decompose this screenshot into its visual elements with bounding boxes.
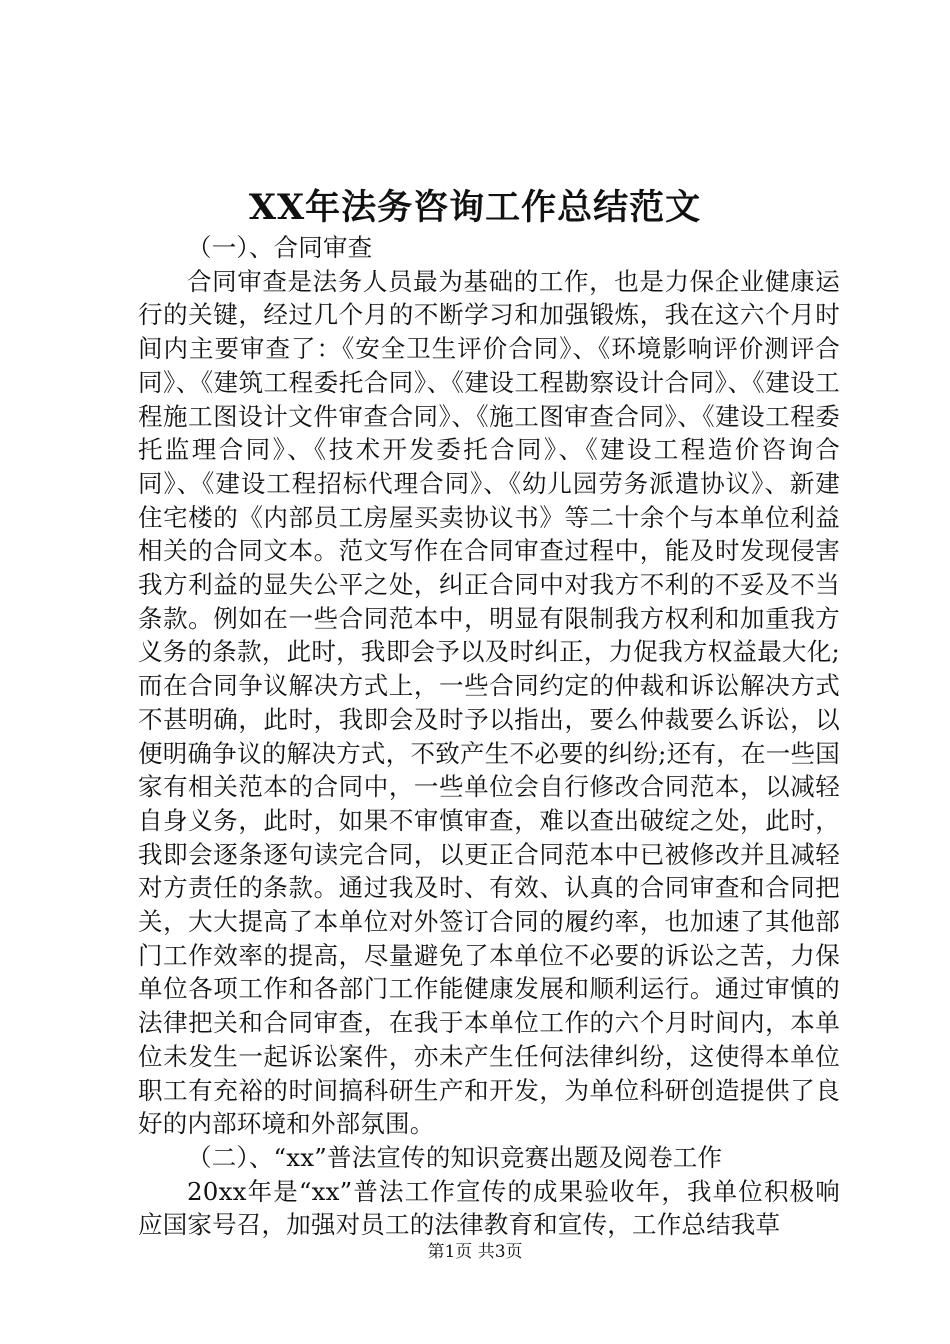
document-title: XX年法务咨询工作总结范文 xyxy=(248,187,702,228)
page-number-footer: 第1页 共3页 xyxy=(427,1242,523,1262)
document-body xyxy=(138,231,840,1242)
body-paragraph-legal-publicity: 20xx年是“xx”普法工作宣传的成果验收年，我单位积极响应国家号召，加强对员工的法律教育和宣传，工作总结我草 xyxy=(138,1176,840,1240)
body-paragraph-contract-review: 合同审查是法务人员最为基础的工作，也是力保企业健康运行的关键，经过几个月的不断学习和加强锻炼，我在这六个月时间内主要审查了：《安全卫生评价合同》、《环境影响评价测评合同》、《建筑工程委托合同》、《建设工程勘察设计合同》、《建设工程施工图设计文件审查合同》、《施工图审查合同》、《建设工程委托监理合同》、《技术开发委托合同》、《建设工程造价咨询合同》、《建设工程招标代理合同》、《幼儿园劳务派遣协议》、新建住宅楼的《内部员工房屋买卖协议书》等二十余个与本单位利益相关的合同文本。范文写作在合同审查过程中，能及时发现侵害我方利益的显失公平之处，纠正合同中对我方不利的不妥及不当条款。例如在一些合同范本中，明显有限制我方权利和加重我方义务的条款，此时，我即会予以及时纠正，力促我方权益最大化;而在合同争议解决方式上，一些合同约定的仲裁和诉讼解决方式不甚明确，此时，我即会及时予以指出，要么仲裁要么诉讼，以便明确争议的解决方式，不致产生不必要的纠纷;还有，在一些国家有相关范本的合同中，一些单位会自行修改合同范本，以减轻自身义务，此时，如果不审慎审查，难以查出破绽之处，此时，我即会逐条逐句读完合同，以更正合同范本中已被修改并且减轻对方责任的条款。通过我及时、有效、认真的合同审查和合同把关，大大提高了本单位对外签订合同的履约率，也加速了其他部门工作效率的提高，尽量避免了本单位不必要的诉讼之苦，力保单位各项工作和各部门工作能健康发展和顺利运行。通过审慎的法律把关和合同审查，在我于本单位工作的六个月时间内，本单位未发生一起诉讼案件，亦未产生任何法律纠纷，这使得本单位职工有充裕的时间搞科研生产和开发，为单位科研创造提供了良好的内部环境和外部氛围。 xyxy=(138,266,840,1139)
section-heading-legal-publicity: （二）、“xx”普法宣传的知识竞赛出题及阅卷工作 xyxy=(187,1142,723,1172)
section-heading-contract-review: （一）、合同审查 xyxy=(187,233,373,262)
